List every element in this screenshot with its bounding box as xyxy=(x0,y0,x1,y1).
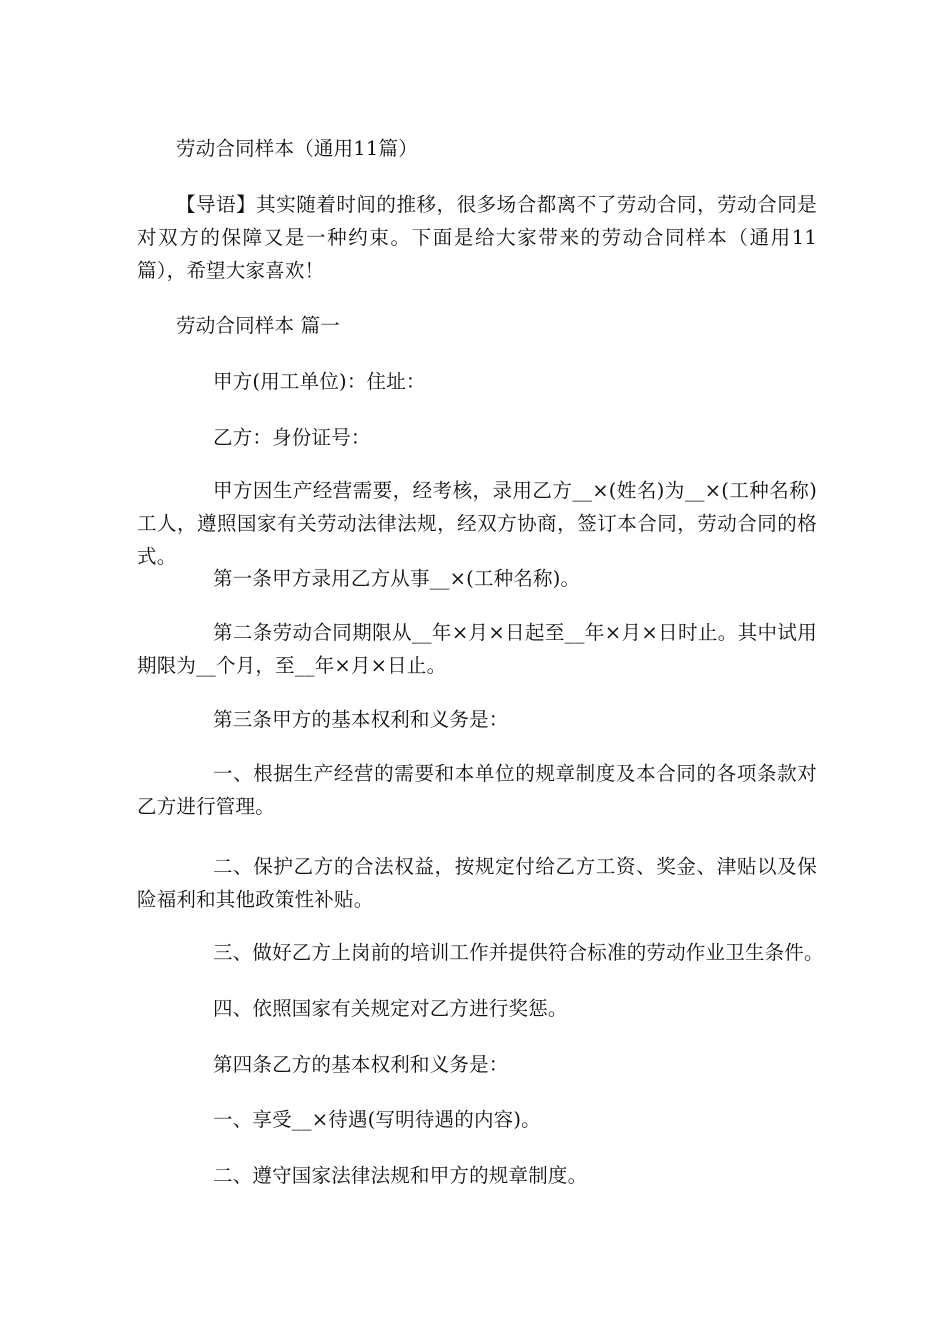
article-2: 第二条劳动合同期限从__年×月×日起至__年×月×日时止。其中试用期限为__个月，至__年×月×日止。 xyxy=(137,621,817,677)
article-4-item: 二、遵守国家法律法规和甲方的规章制度。 xyxy=(213,1164,588,1187)
preamble-paragraph: 甲方因生产经营需要，经考核，录用乙方__×(姓名)为__×(工种名称)工人，遵照国家有关劳动法律法规，经双方协商，签订本合同，劳动合同的格式。 xyxy=(137,479,817,568)
article-3-item: 一、根据生产经营的需要和本单位的规章制度及本合同的各项条款对乙方进行管理。 xyxy=(137,762,817,818)
document-title: 劳动合同样本（通用11篇） xyxy=(176,137,418,160)
party-a-line: 甲方(用工单位)：住址： xyxy=(213,370,426,393)
article-4-item: 一、享受__×待遇(写明待遇的内容)。 xyxy=(213,1108,541,1131)
article-3-heading: 第三条甲方的基本权利和义务是： xyxy=(213,708,509,731)
article-1: 第一条甲方录用乙方从事__×(工种名称)。 xyxy=(213,567,581,590)
intro-paragraph: 【导语】其实随着时间的推移，很多场合都离不了劳动合同，劳动合同是对双方的保障又是一种约束。下面是给大家带来的劳动合同样本（通用11篇），希望大家喜欢！ xyxy=(137,193,817,282)
article-3-item: 四、依照国家有关规定对乙方进行奖惩。 xyxy=(213,997,568,1020)
party-b-line: 乙方：身份证号： xyxy=(213,426,371,449)
article-3-item: 三、做好乙方上岗前的培训工作并提供符合标准的劳动作业卫生条件。 xyxy=(213,941,824,964)
article-3-item: 二、保护乙方的合法权益，按规定付给乙方工资、奖金、津贴以及保险福利和其他政策性补贴。 xyxy=(137,855,817,911)
article-4-heading: 第四条乙方的基本权利和义务是： xyxy=(213,1053,509,1076)
section-heading: 劳动合同样本 篇一 xyxy=(176,314,340,337)
